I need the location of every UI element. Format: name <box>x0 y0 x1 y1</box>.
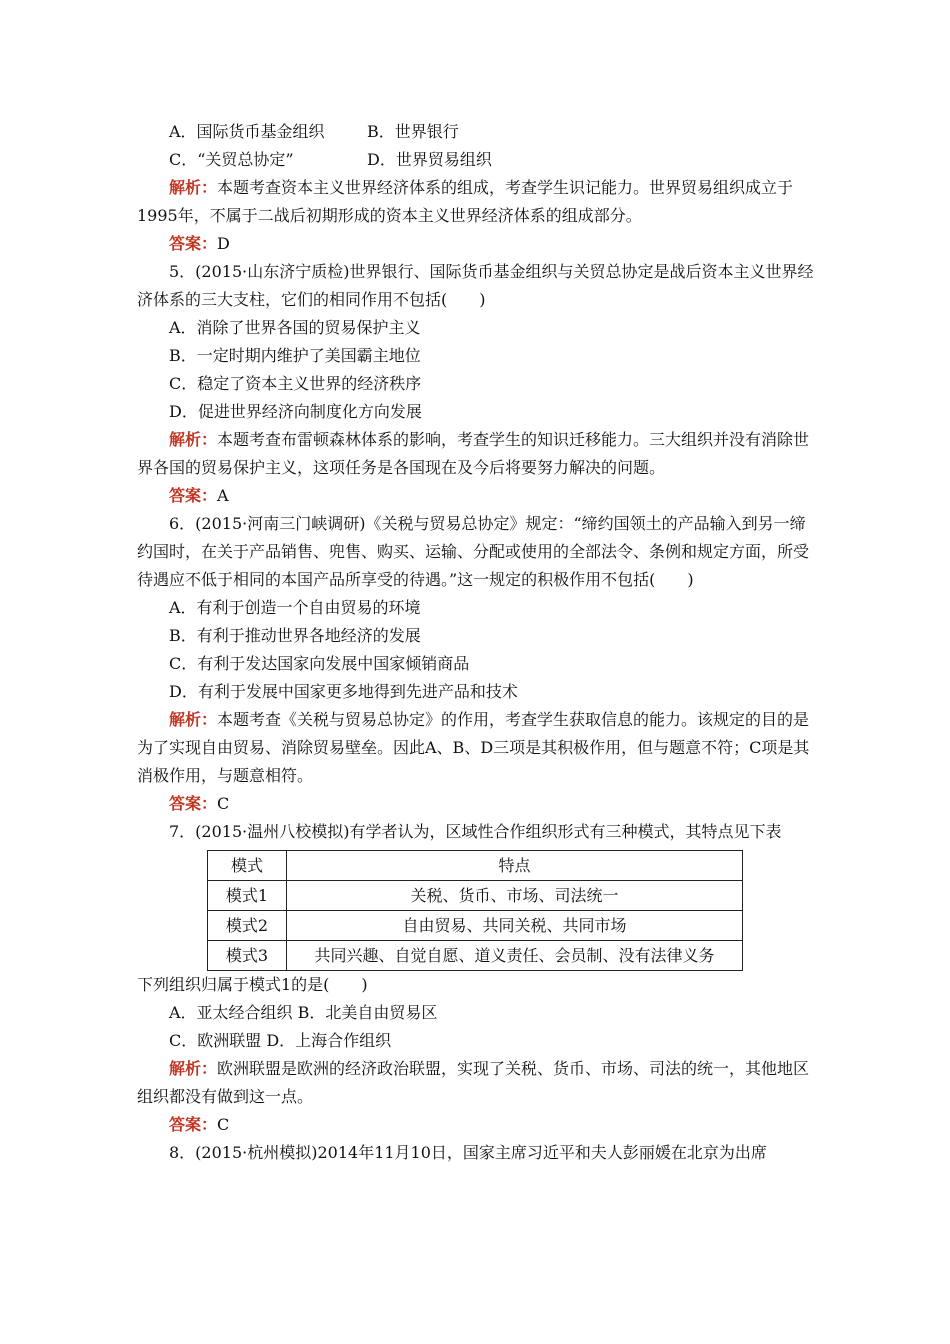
q5-option-d: D．促进世界经济向制度化方向发展 <box>169 402 422 421</box>
table-row <box>208 911 743 941</box>
analysis-label: 解析： <box>169 430 218 449</box>
document-page <box>137 118 817 1167</box>
q7-stem: 7．(2015·温州八校模拟)有学者认为，区域性合作组织形式有三种模式，其特点见下表 <box>169 822 782 841</box>
q4-answer-value: D <box>217 234 230 253</box>
q5-option-b: B．一定时期内维护了美国霸主地位 <box>169 346 421 365</box>
q5-option-c: C．稳定了资本主义世界的经济秩序 <box>169 374 422 393</box>
answer-label: 答案： <box>169 1115 218 1134</box>
q4-analysis <box>137 174 817 230</box>
q8-stem: 8．(2015·杭州模拟)2014年11月10日，国家主席习近平和夫人彭丽媛在北京为出席 <box>169 1143 767 1162</box>
q5-analysis-text: 本题考查布雷顿森林体系的影响，考查学生的知识迁移能力。三大组织并没有消除世界各国的贸易保护主义，这项任务是各国现在及今后将要努力解决的问题。 <box>137 430 810 477</box>
q4-option-b: B．世界银行 <box>367 122 459 141</box>
q7-question: 下列组织归属于模式1的是( ) <box>137 975 368 994</box>
table-header-row <box>208 851 743 881</box>
analysis-label: 解析： <box>169 710 218 729</box>
q6-analysis-text: 本题考查《关税与贸易总协定》的作用，考查学生获取信息的能力。该规定的目的是为了实现自由贸易、消除贸易壁垒。因此A、B、D三项是其积极作用，但与题意不符；C项是其消极作用，与题意相符。 <box>137 710 810 785</box>
q5-option-a: A．消除了世界各国的贸易保护主义 <box>169 318 421 337</box>
q6-option-c: C．有利于发达国家向发展中国家倾销商品 <box>169 654 470 673</box>
q6-answer-value: C <box>217 794 230 813</box>
q4-analysis-text: 本题考查资本主义世界经济体系的组成，考查学生识记能力。世界贸易组织成立于1995年，不属于二战后初期形成的资本主义世界经济体系的组成部分。 <box>137 178 794 225</box>
q5-stem: 5．(2015·山东济宁质检)世界银行、国际货币基金组织与关贸总协定是战后资本主义世界经济体系的三大支柱，它们的相同作用不包括( ) <box>137 262 814 309</box>
answer-label: 答案： <box>169 486 218 505</box>
q4-option-c: C．“关贸总协定” <box>169 150 294 169</box>
q7-modes-table <box>207 850 743 971</box>
table-cell-mode: 模式1 <box>208 881 287 911</box>
q6-option-d: D．有利于发展中国家更多地得到先进产品和技术 <box>169 682 518 701</box>
q4-options-row2 <box>137 146 817 174</box>
q7-analysis <box>137 1055 817 1111</box>
q7-options-ab: A．亚太经合组织 B．北美自由贸易区 <box>169 1003 438 1022</box>
table-header-feature: 特点 <box>287 851 743 881</box>
table-row <box>208 941 743 971</box>
q5-analysis <box>137 426 817 482</box>
q6-analysis <box>137 706 817 790</box>
q6-stem: 6．(2015·河南三门峡调研)《关税与贸易总协定》规定：“缔约国领土的产品输入到另一缔约国时，在关于产品销售、兜售、购买、运输、分配或使用的全部法令、条例和规定方面，所受待遇应不低于相同的本国产品所享受的待遇。”这一规定的积极作用不包括( ) <box>137 514 810 589</box>
q5-answer <box>137 482 817 510</box>
table-cell-feature: 自由贸易、共同关税、共同市场 <box>287 911 743 941</box>
q7-options-cd: C．欧洲联盟 D．上海合作组织 <box>169 1031 392 1050</box>
table-cell-mode: 模式2 <box>208 911 287 941</box>
q7-answer <box>137 1111 817 1139</box>
table-cell-feature: 共同兴趣、自觉自愿、道义责任、会员制、没有法律义务 <box>287 941 743 971</box>
q6-option-b: B．有利于推动世界各地经济的发展 <box>169 626 421 645</box>
analysis-label: 解析： <box>169 178 218 197</box>
q6-answer <box>137 790 817 818</box>
q4-option-a: A．国际货币基金组织 <box>169 122 325 141</box>
q7-analysis-text: 欧洲联盟是欧洲的经济政治联盟，实现了关税、货币、市场、司法的统一，其他地区组织都没有做到这一点。 <box>137 1059 810 1106</box>
q7-answer-value: C <box>217 1115 230 1134</box>
q4-options-row1 <box>137 118 817 146</box>
q6-option-a: A．有利于创造一个自由贸易的环境 <box>169 598 421 617</box>
table-header-mode: 模式 <box>208 851 287 881</box>
analysis-label: 解析： <box>169 1059 218 1078</box>
table-row <box>208 881 743 911</box>
answer-label: 答案： <box>169 234 218 253</box>
table-cell-mode: 模式3 <box>208 941 287 971</box>
answer-label: 答案： <box>169 794 218 813</box>
q4-option-d: D．世界贸易组织 <box>367 150 492 169</box>
q4-answer <box>137 230 817 258</box>
table-cell-feature: 关税、货币、市场、司法统一 <box>287 881 743 911</box>
q5-answer-value: A <box>217 486 229 505</box>
